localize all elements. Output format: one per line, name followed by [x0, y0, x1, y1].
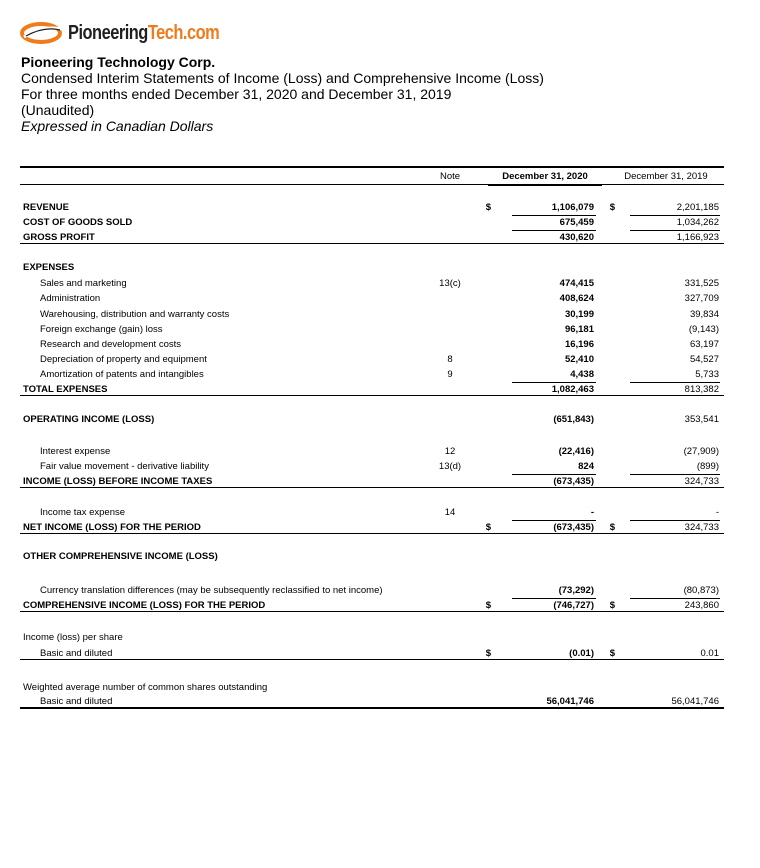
value-current: - [590, 507, 594, 518]
value-prior: 63,197 [689, 339, 719, 350]
row-note: 13(c) [439, 278, 461, 289]
rule-comprehensive [20, 611, 724, 612]
logo-part2: Tech.com [147, 21, 220, 44]
rule-net-income [20, 533, 724, 534]
value-current: 824 [578, 461, 594, 472]
rule-v19-cogs [630, 230, 720, 231]
value-prior: 324,733 [684, 476, 719, 487]
table-top-rule [20, 166, 724, 168]
row-note: 8 [447, 354, 453, 365]
row-label: Depreciation of property and equipment [40, 354, 207, 365]
currency-symbol-prior: $ [609, 522, 615, 533]
rule-before-tax [20, 487, 724, 488]
currency-line: Expressed in Canadian Dollars [21, 118, 214, 134]
rule-v20-revenue [512, 215, 596, 216]
swoosh-logo-icon [20, 21, 64, 45]
value-prior: 54,527 [689, 354, 719, 365]
rule-gross-profit [20, 243, 724, 244]
currency-symbol-current: $ [485, 600, 491, 611]
value-current: 56,041,746 [546, 696, 594, 707]
row-label: NET INCOME (LOSS) FOR THE PERIOD [23, 522, 201, 533]
rule-v19-revenue [630, 215, 720, 216]
rule-bottom [20, 707, 724, 709]
rule-v19-ccy [630, 598, 720, 599]
row-label: GROSS PROFIT [23, 232, 95, 243]
period-line: For three months ended December 31, 2020 and December 31, 2019 [21, 86, 452, 102]
header-rule-current [488, 184, 602, 186]
row-label: COMPREHENSIVE INCOME (LOSS) FOR THE PERIOD [23, 600, 266, 611]
rule-v20-ccy [512, 598, 596, 599]
value-current: (651,843) [553, 414, 594, 425]
value-prior: 243,860 [684, 600, 719, 611]
currency-symbol-prior: $ [609, 600, 615, 611]
row-note: 12 [444, 446, 456, 457]
value-current: 96,181 [564, 324, 594, 335]
company-name: Pioneering Technology Corp. [21, 54, 216, 70]
value-prior: 39,834 [689, 309, 719, 320]
value-current: (73,292) [558, 585, 594, 596]
row-label: Basic and diluted [40, 648, 113, 659]
row-label: Sales and marketing [40, 278, 127, 289]
currency-symbol-current: $ [485, 522, 491, 533]
value-prior: 324,733 [684, 522, 719, 533]
value-prior: 56,041,746 [671, 696, 719, 707]
row-label: EXPENSES [23, 262, 75, 273]
value-current: (746,727) [553, 600, 594, 611]
currency-symbol-prior: $ [609, 202, 615, 213]
column-header-prior: December 31, 2019 [624, 171, 708, 182]
currency-symbol-current: $ [485, 202, 491, 213]
value-current: 675,459 [559, 217, 594, 228]
row-label: REVENUE [23, 202, 69, 213]
row-label: COST OF GOODS SOLD [23, 217, 133, 228]
row-note: 9 [447, 369, 453, 380]
column-header-current: December 31, 2020 [502, 171, 588, 182]
pioneeringtech-logo [20, 19, 252, 47]
row-label: OPERATING INCOME (LOSS) [23, 414, 155, 425]
value-current: (0.01) [569, 648, 594, 659]
row-label: Currency translation differences (may be subsequently reclassified to net income) [40, 585, 383, 596]
logo-part1: Pioneering [68, 21, 148, 44]
value-prior: (899) [696, 461, 719, 472]
value-current: 30,199 [564, 309, 594, 320]
currency-symbol-prior: $ [609, 648, 615, 659]
value-prior: 353,541 [684, 414, 719, 425]
value-prior: 813,382 [684, 384, 719, 395]
column-header-note: Note [439, 171, 461, 182]
rule-v20-amort [512, 382, 596, 383]
value-current: 1,106,079 [551, 202, 594, 213]
row-label: Warehousing, distribution and warranty costs [40, 309, 230, 320]
row-label: Amortization of patents and intangibles [40, 369, 204, 380]
value-prior: 1,034,262 [676, 217, 719, 228]
row-label: Interest expense [40, 446, 111, 457]
value-current: 408,624 [559, 293, 594, 304]
row-label: Basic and diluted [40, 696, 113, 707]
value-prior: 2,201,185 [676, 202, 719, 213]
rule-v20-tax [512, 520, 596, 521]
value-current: 4,438 [570, 369, 594, 380]
rule-v19-tax [630, 520, 720, 521]
rule-total-expenses [20, 395, 724, 396]
row-label: Income (loss) per share [23, 632, 123, 643]
row-note: 14 [444, 507, 456, 518]
row-label: INCOME (LOSS) BEFORE INCOME TAXES [23, 476, 213, 487]
row-label: TOTAL EXPENSES [23, 384, 108, 395]
value-prior: - [715, 507, 719, 518]
row-label: Foreign exchange (gain) loss [40, 324, 163, 335]
value-prior: (80,873) [683, 585, 719, 596]
value-current: 1,082,463 [551, 384, 594, 395]
unaudited-line: (Unaudited) [21, 102, 95, 118]
value-prior: 0.01 [700, 648, 719, 659]
value-current: 16,196 [564, 339, 594, 350]
value-current: 52,410 [564, 354, 594, 365]
row-label: OTHER COMPREHENSIVE INCOME (LOSS) [23, 551, 218, 562]
rule-v20-fv [512, 474, 596, 475]
value-current: (22,416) [558, 446, 594, 457]
statement-title: Condensed Interim Statements of Income (Loss) and Comprehensive Income (Loss) [21, 70, 544, 86]
row-label: Research and development costs [40, 339, 181, 350]
logo-wordmark [68, 22, 219, 45]
value-prior: 5,733 [695, 369, 719, 380]
row-label: Administration [40, 293, 101, 304]
value-prior: 327,709 [684, 293, 719, 304]
currency-symbol-current: $ [485, 648, 491, 659]
row-note: 13(d) [438, 461, 462, 472]
row-label: Fair value movement - derivative liability [40, 461, 209, 472]
value-prior: (9,143) [688, 324, 719, 335]
rule-v19-amort [630, 382, 720, 383]
value-current: 430,620 [559, 232, 594, 243]
value-current: 474,415 [559, 278, 594, 289]
rule-v20-cogs [512, 230, 596, 231]
value-prior: (27,909) [683, 446, 719, 457]
row-label: Income tax expense [40, 507, 126, 518]
rule-eps [20, 659, 724, 660]
value-current: (673,435) [553, 476, 594, 487]
row-label: Weighted average number of common shares outstanding [23, 682, 268, 693]
value-prior: 1,166,923 [676, 232, 719, 243]
header-rule [20, 184, 724, 185]
value-prior: 331,525 [684, 278, 719, 289]
rule-v19-fv [630, 474, 720, 475]
value-current: (673,435) [553, 522, 594, 533]
